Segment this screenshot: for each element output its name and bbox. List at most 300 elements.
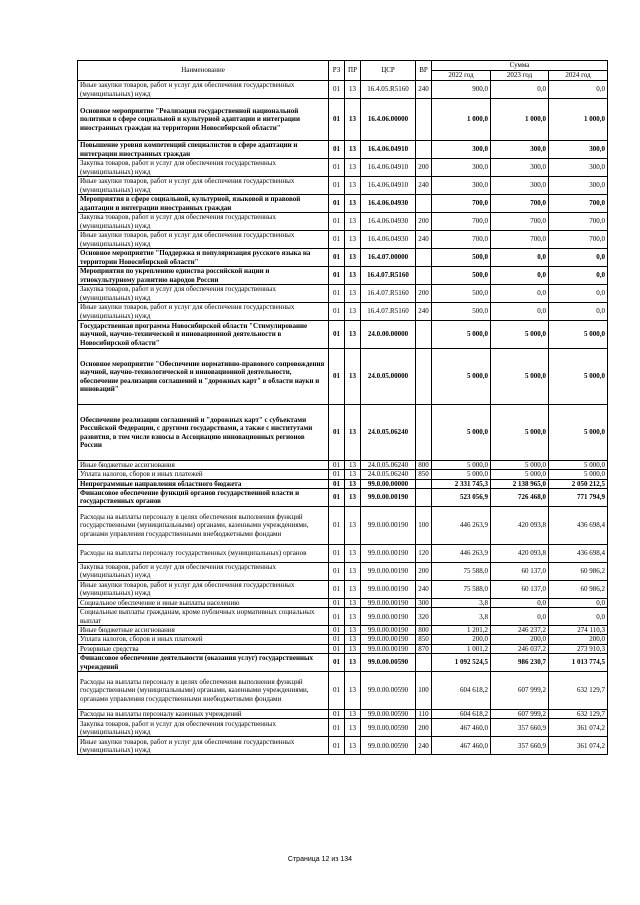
row-vr-cell: 100 (416, 672, 432, 710)
row-2024-value: 5 000,0 (549, 349, 608, 405)
row-csr-cell: 24.0.05.00000 (361, 349, 416, 405)
row-2022-value: 1 000,0 (432, 99, 491, 141)
row-2022-value: 604 618,2 (432, 710, 491, 719)
row-rz-cell: 01 (329, 626, 345, 635)
row-rz-cell: 01 (329, 177, 345, 195)
row-2022-value: 500,0 (432, 249, 491, 267)
row-name-cell: Уплата налогов, сборов и иных платежей (78, 635, 329, 644)
col-header-year-2024: 2024 год (549, 71, 608, 81)
row-2023-value: 60 137,0 (491, 562, 549, 580)
row-2022-value: 604 618,2 (432, 672, 491, 710)
row-vr-cell (416, 349, 432, 405)
table-row (78, 654, 608, 672)
row-2024-value: 300,0 (549, 159, 608, 177)
row-2023-value: 0,0 (491, 267, 549, 285)
row-pr-cell: 13 (345, 608, 361, 626)
row-2023-value: 0,0 (491, 81, 549, 99)
row-2023-value: 200,0 (491, 635, 549, 644)
row-pr-cell: 13 (345, 195, 361, 213)
row-csr-cell: 99.0.00.00190 (361, 644, 416, 653)
row-rz-cell: 01 (329, 349, 345, 405)
row-pr-cell: 13 (345, 488, 361, 506)
row-vr-cell (416, 141, 432, 159)
row-rz-cell: 01 (329, 285, 345, 303)
row-pr-cell: 13 (345, 562, 361, 580)
row-csr-cell: 16.4.06.04910 (361, 141, 416, 159)
row-name-cell: Основное мероприятие "Обеспечение нормативно-правового сопровождения научной, научно-технологической и инновационной деятельности, обеспечение реализации соглашений и "дорожных карт" в области науки и инноваций" (78, 349, 329, 405)
row-2022-value: 300,0 (432, 159, 491, 177)
row-csr-cell: 99.0.00.00190 (361, 608, 416, 626)
row-2023-value: 0,0 (491, 608, 549, 626)
row-name-cell: Иные закупки товаров, работ и услуг для обеспечения государственных (муниципальных) нужд (78, 177, 329, 195)
table-row (78, 349, 608, 405)
row-csr-cell: 16.4.07.R5160 (361, 267, 416, 285)
row-2024-value: 0,0 (549, 303, 608, 321)
row-rz-cell: 01 (329, 321, 345, 349)
row-2023-value: 2 138 965,0 (491, 479, 549, 488)
row-2022-value: 2 331 745,3 (432, 479, 491, 488)
row-2023-value: 60 137,0 (491, 580, 549, 598)
row-2023-value: 5 000,0 (491, 349, 549, 405)
page-number: Страница 12 из 134 (287, 856, 353, 863)
row-2022-value: 467 460,0 (432, 737, 491, 755)
row-vr-cell: 240 (416, 81, 432, 99)
row-pr-cell: 13 (345, 405, 361, 461)
table-row (78, 710, 608, 719)
row-csr-cell: 24.0.05.06240 (361, 470, 416, 479)
row-pr-cell: 13 (345, 580, 361, 598)
row-2023-value: 607 999,2 (491, 710, 549, 719)
row-2022-value: 700,0 (432, 213, 491, 231)
row-vr-cell: 110 (416, 710, 432, 719)
row-csr-cell: 16.4.06.04910 (361, 177, 416, 195)
row-2022-value: 3,8 (432, 598, 491, 607)
row-name-cell: Уплата налогов, сборов и иных платежей (78, 470, 329, 479)
row-pr-cell: 13 (345, 470, 361, 479)
row-2023-value: 300,0 (491, 141, 549, 159)
row-pr-cell: 13 (345, 544, 361, 562)
row-2024-value: 0,0 (549, 608, 608, 626)
row-2024-value: 632 129,7 (549, 672, 608, 710)
row-vr-cell: 300 (416, 598, 432, 607)
row-2023-value: 607 999,2 (491, 672, 549, 710)
row-vr-cell (416, 99, 432, 141)
table-row (78, 303, 608, 321)
row-2023-value: 300,0 (491, 159, 549, 177)
table-row (78, 321, 608, 349)
row-pr-cell: 13 (345, 249, 361, 267)
row-2024-value: 2 050 212,5 (549, 479, 608, 488)
row-vr-cell: 800 (416, 461, 432, 470)
row-name-cell: Государственная программа Новосибирской области "Стимулирование научной, научно-технической и инновационной деятельности в Новосибирской области" (78, 321, 329, 349)
row-2024-value: 5 000,0 (549, 461, 608, 470)
table-row (78, 672, 608, 710)
row-vr-cell (416, 267, 432, 285)
row-rz-cell: 01 (329, 479, 345, 488)
row-name-cell: Закупка товаров, работ и услуг для обеспечения государственных (муниципальных) нужд (78, 719, 329, 737)
row-name-cell: Непрограммные направления областного бюджета (78, 479, 329, 488)
table-row (78, 737, 608, 755)
row-2023-value: 357 660,9 (491, 737, 549, 755)
row-name-cell: Закупка товаров, работ и услуг для обеспечения государственных (муниципальных) нужд (78, 159, 329, 177)
row-pr-cell: 13 (345, 737, 361, 755)
row-csr-cell: 16.4.07.R5160 (361, 285, 416, 303)
row-csr-cell: 16.4.07.00000 (361, 249, 416, 267)
row-csr-cell: 16.4.07.R5160 (361, 303, 416, 321)
row-2024-value: 0,0 (549, 598, 608, 607)
row-rz-cell: 01 (329, 710, 345, 719)
row-rz-cell: 01 (329, 81, 345, 99)
row-rz-cell: 01 (329, 213, 345, 231)
row-rz-cell: 01 (329, 644, 345, 653)
row-rz-cell: 01 (329, 562, 345, 580)
row-name-cell: Иные закупки товаров, работ и услуг для обеспечения государственных (муниципальных) нужд (78, 81, 329, 99)
row-pr-cell: 13 (345, 321, 361, 349)
row-pr-cell: 13 (345, 303, 361, 321)
row-2023-value: 5 000,0 (491, 405, 549, 461)
table-row (78, 479, 608, 488)
row-vr-cell: 240 (416, 303, 432, 321)
row-csr-cell: 99.0.00.00190 (361, 580, 416, 598)
row-2024-value: 274 110,3 (549, 626, 608, 635)
row-name-cell: Мероприятия по укреплению единства российской нации и этнокультурному развитию народов России (78, 267, 329, 285)
row-2023-value: 246 037,2 (491, 644, 549, 653)
table-row (78, 177, 608, 195)
row-2024-value: 700,0 (549, 231, 608, 249)
row-rz-cell: 01 (329, 461, 345, 470)
row-pr-cell: 13 (345, 635, 361, 644)
row-vr-cell (416, 488, 432, 506)
row-2022-value: 1 092 524,5 (432, 654, 491, 672)
row-rz-cell: 01 (329, 195, 345, 213)
col-header-csr: ЦСР (361, 61, 416, 81)
row-vr-cell: 120 (416, 544, 432, 562)
row-rz-cell: 01 (329, 608, 345, 626)
row-2022-value: 700,0 (432, 231, 491, 249)
row-2022-value: 5 000,0 (432, 321, 491, 349)
table-row (78, 488, 608, 506)
row-csr-cell: 99.0.00.00190 (361, 488, 416, 506)
row-pr-cell: 13 (345, 710, 361, 719)
row-2022-value: 75 588,0 (432, 562, 491, 580)
row-pr-cell: 13 (345, 461, 361, 470)
row-csr-cell: 99.0.00.00190 (361, 626, 416, 635)
col-header-rz: РЗ (329, 61, 345, 81)
row-2024-value: 5 000,0 (549, 405, 608, 461)
row-2023-value: 700,0 (491, 213, 549, 231)
row-rz-cell: 01 (329, 159, 345, 177)
row-csr-cell: 16.4.06.04930 (361, 195, 416, 213)
row-name-cell: Иные закупки товаров, работ и услуг для обеспечения государственных (муниципальных) нужд (78, 737, 329, 755)
row-name-cell: Расходы на выплаты персоналу государственных (муниципальных) органов (78, 544, 329, 562)
row-rz-cell: 01 (329, 672, 345, 710)
row-2023-value: 300,0 (491, 177, 549, 195)
col-header-year-2023: 2023 год (491, 71, 549, 81)
col-header-pr: ПР (345, 61, 361, 81)
table-row (78, 405, 608, 461)
row-csr-cell: 24.0.00.00000 (361, 321, 416, 349)
row-name-cell: Закупка товаров, работ и услуг для обеспечения государственных (муниципальных) нужд (78, 562, 329, 580)
row-csr-cell: 99.0.00.00590 (361, 672, 416, 710)
row-csr-cell: 99.0.00.00590 (361, 719, 416, 737)
row-2023-value: 700,0 (491, 231, 549, 249)
row-pr-cell: 13 (345, 479, 361, 488)
row-2022-value: 3,8 (432, 608, 491, 626)
table-row (78, 285, 608, 303)
row-name-cell: Иные закупки товаров, работ и услуг для обеспечения государственных (муниципальных) нужд (78, 580, 329, 598)
row-2024-value: 300,0 (549, 141, 608, 159)
row-2024-value: 300,0 (549, 177, 608, 195)
row-2024-value: 5 000,0 (549, 470, 608, 479)
row-2022-value: 5 000,0 (432, 470, 491, 479)
row-name-cell: Расходы на выплаты персоналу в целях обеспечения выполнения функций государственными (муниципальными) органами, казенными учреждениями, органами управления государственными внебюджетными фондами (78, 672, 329, 710)
table-row (78, 159, 608, 177)
row-csr-cell: 99.0.00.00000 (361, 479, 416, 488)
row-name-cell: Финансовое обеспечение деятельности (оказания услуг) государственных учреждений (78, 654, 329, 672)
row-csr-cell: 16.4.06.04930 (361, 231, 416, 249)
row-rz-cell: 01 (329, 303, 345, 321)
table-row (78, 544, 608, 562)
row-rz-cell: 01 (329, 99, 345, 141)
table-row (78, 470, 608, 479)
row-csr-cell: 99.0.00.00190 (361, 562, 416, 580)
row-pr-cell: 13 (345, 159, 361, 177)
row-pr-cell: 13 (345, 626, 361, 635)
row-rz-cell: 01 (329, 267, 345, 285)
row-name-cell: Иные бюджетные ассигнования (78, 626, 329, 635)
row-csr-cell: 16.4.06.00000 (361, 99, 416, 141)
row-csr-cell: 16.4.06.04910 (361, 159, 416, 177)
row-2022-value: 1 001,2 (432, 644, 491, 653)
row-name-cell: Расходы на выплаты персоналу казенных учреждений (78, 710, 329, 719)
table-row (78, 562, 608, 580)
row-2022-value: 446 263,9 (432, 544, 491, 562)
row-vr-cell: 240 (416, 177, 432, 195)
table-row (78, 141, 608, 159)
row-2024-value: 1 000,0 (549, 99, 608, 141)
row-2023-value: 726 468,0 (491, 488, 549, 506)
row-rz-cell: 01 (329, 737, 345, 755)
row-2022-value: 75 588,0 (432, 580, 491, 598)
row-2023-value: 986 230,7 (491, 654, 549, 672)
row-pr-cell: 13 (345, 231, 361, 249)
row-name-cell: Иные закупки товаров, работ и услуг для обеспечения государственных (муниципальных) нужд (78, 231, 329, 249)
row-name-cell: Закупка товаров, работ и услуг для обеспечения государственных (муниципальных) нужд (78, 213, 329, 231)
row-name-cell: Расходы на выплаты персоналу в целях обеспечения выполнения функций государственными (муниципальными) органами, казенными учреждениями, органами управления государственными внебюджетными фондами (78, 506, 329, 544)
row-vr-cell: 240 (416, 737, 432, 755)
row-vr-cell: 200 (416, 719, 432, 737)
row-csr-cell: 99.0.00.00590 (361, 654, 416, 672)
row-pr-cell: 13 (345, 177, 361, 195)
row-rz-cell: 01 (329, 598, 345, 607)
row-pr-cell: 13 (345, 349, 361, 405)
row-vr-cell (416, 249, 432, 267)
row-2023-value: 0,0 (491, 303, 549, 321)
row-rz-cell: 01 (329, 249, 345, 267)
row-2024-value: 700,0 (549, 213, 608, 231)
row-2024-value: 0,0 (549, 81, 608, 99)
row-csr-cell: 99.0.00.00190 (361, 544, 416, 562)
row-csr-cell: 99.0.00.00190 (361, 506, 416, 544)
row-pr-cell: 13 (345, 267, 361, 285)
row-rz-cell: 01 (329, 635, 345, 644)
row-name-cell: Обеспечение реализации соглашений и "дорожных карт" с субъектами Российской Федерации, с другими государствами, а также с институтами развития, в том числе взносы в Ассоциацию инновационных регионов России (78, 405, 329, 461)
row-2024-value: 632 129,7 (549, 710, 608, 719)
row-pr-cell: 13 (345, 719, 361, 737)
row-vr-cell: 240 (416, 580, 432, 598)
row-vr-cell: 240 (416, 231, 432, 249)
row-2023-value: 5 000,0 (491, 321, 549, 349)
row-vr-cell: 320 (416, 608, 432, 626)
row-2024-value: 771 794,9 (549, 488, 608, 506)
row-vr-cell: 850 (416, 635, 432, 644)
row-2022-value: 1 201,2 (432, 626, 491, 635)
row-pr-cell: 13 (345, 598, 361, 607)
row-name-cell: Финансовое обеспечение функций органов государственной власти и государственных органов (78, 488, 329, 506)
row-csr-cell: 99.0.00.00590 (361, 737, 416, 755)
table-row (78, 461, 608, 470)
table-row (78, 580, 608, 598)
row-rz-cell: 01 (329, 719, 345, 737)
row-name-cell: Повышение уровня компетенций специалистов в сфере адаптации и интеграции иностранных граждан (78, 141, 329, 159)
row-2022-value: 300,0 (432, 177, 491, 195)
row-2023-value: 5 000,0 (491, 470, 549, 479)
row-2024-value: 60 986,2 (549, 580, 608, 598)
row-2022-value: 5 000,0 (432, 405, 491, 461)
row-name-cell: Социальное обеспечение и иные выплаты населению (78, 598, 329, 607)
row-rz-cell: 01 (329, 488, 345, 506)
row-2024-value: 5 000,0 (549, 321, 608, 349)
row-2022-value: 300,0 (432, 141, 491, 159)
row-2023-value: 357 660,9 (491, 719, 549, 737)
row-vr-cell (416, 405, 432, 461)
row-csr-cell: 99.0.00.00190 (361, 635, 416, 644)
row-vr-cell: 100 (416, 506, 432, 544)
row-2023-value: 5 000,0 (491, 461, 549, 470)
row-2022-value: 5 000,0 (432, 349, 491, 405)
table-row (78, 719, 608, 737)
row-pr-cell: 13 (345, 99, 361, 141)
table-row (78, 506, 608, 544)
row-vr-cell: 870 (416, 644, 432, 653)
row-rz-cell: 01 (329, 470, 345, 479)
row-vr-cell: 200 (416, 213, 432, 231)
row-rz-cell: 01 (329, 506, 345, 544)
row-2022-value: 500,0 (432, 267, 491, 285)
row-pr-cell: 13 (345, 672, 361, 710)
row-csr-cell: 99.0.00.00190 (361, 598, 416, 607)
row-2024-value: 361 074,2 (549, 719, 608, 737)
row-2023-value: 246 237,2 (491, 626, 549, 635)
row-2023-value: 0,0 (491, 285, 549, 303)
row-pr-cell: 13 (345, 654, 361, 672)
row-pr-cell: 13 (345, 644, 361, 653)
table-row (78, 598, 608, 607)
row-2023-value: 0,0 (491, 249, 549, 267)
table-row (78, 608, 608, 626)
row-csr-cell: 24.0.05.06240 (361, 461, 416, 470)
row-vr-cell (416, 195, 432, 213)
row-name-cell: Закупка товаров, работ и услуг для обеспечения государственных (муниципальных) нужд (78, 285, 329, 303)
row-2024-value: 361 074,2 (549, 737, 608, 755)
table-row (78, 635, 608, 644)
row-csr-cell: 99.0.00.00590 (361, 710, 416, 719)
row-2024-value: 273 910,3 (549, 644, 608, 653)
table-row (78, 195, 608, 213)
row-2023-value: 420 093,8 (491, 544, 549, 562)
table-row (78, 267, 608, 285)
row-rz-cell: 01 (329, 231, 345, 249)
table-row (78, 99, 608, 141)
row-vr-cell: 800 (416, 626, 432, 635)
budget-table (77, 60, 608, 755)
row-2023-value: 700,0 (491, 195, 549, 213)
row-csr-cell: 16.4.06.04930 (361, 213, 416, 231)
row-2023-value: 1 000,0 (491, 99, 549, 141)
table-row (78, 626, 608, 635)
row-name-cell: Мероприятия в сфере социальной, культурной, языковой и правовой адаптации и интеграции иностранных граждан (78, 195, 329, 213)
row-name-cell: Социальные выплаты гражданам, кроме публичных нормативных социальных выплат (78, 608, 329, 626)
table-row (78, 81, 608, 99)
row-vr-cell (416, 321, 432, 349)
row-csr-cell: 24.0.05.06240 (361, 405, 416, 461)
row-vr-cell (416, 479, 432, 488)
row-2024-value: 200,0 (549, 635, 608, 644)
row-2022-value: 700,0 (432, 195, 491, 213)
row-2022-value: 5 000,0 (432, 461, 491, 470)
row-2024-value: 0,0 (549, 285, 608, 303)
row-csr-cell: 16.4.05.R5160 (361, 81, 416, 99)
row-name-cell: Основное мероприятие "Реализация государственной национальной политики в сфере социальной и культурной адаптации и интеграции иностранных граждан на территории Новосибирской области" (78, 99, 329, 141)
row-2024-value: 0,0 (549, 249, 608, 267)
col-header-vr: ВР (416, 61, 432, 81)
row-2022-value: 500,0 (432, 285, 491, 303)
row-2024-value: 60 986,2 (549, 562, 608, 580)
row-pr-cell: 13 (345, 506, 361, 544)
row-2022-value: 900,0 (432, 81, 491, 99)
row-vr-cell: 200 (416, 159, 432, 177)
row-2022-value: 446 263,9 (432, 506, 491, 544)
col-header-sum: Сумма (432, 61, 608, 71)
row-rz-cell: 01 (329, 544, 345, 562)
row-2022-value: 467 460,0 (432, 719, 491, 737)
table-row (78, 249, 608, 267)
row-2024-value: 436 698,4 (549, 544, 608, 562)
row-vr-cell (416, 654, 432, 672)
col-header-name: Наименование (78, 61, 329, 81)
row-pr-cell: 13 (345, 213, 361, 231)
row-name-cell: Иные бюджетные ассигнования (78, 461, 329, 470)
table-row (78, 213, 608, 231)
table-row (78, 644, 608, 653)
row-2022-value: 200,0 (432, 635, 491, 644)
row-2024-value: 436 698,4 (549, 506, 608, 544)
row-pr-cell: 13 (345, 141, 361, 159)
row-vr-cell: 850 (416, 470, 432, 479)
table-row (78, 231, 608, 249)
row-rz-cell: 01 (329, 654, 345, 672)
row-name-cell: Иные закупки товаров, работ и услуг для обеспечения государственных (муниципальных) нужд (78, 303, 329, 321)
row-name-cell: Основное мероприятие "Поддержка и популяризация русского языка на территории Новосибирской области" (78, 249, 329, 267)
row-vr-cell: 200 (416, 285, 432, 303)
row-pr-cell: 13 (345, 81, 361, 99)
col-header-year-2022: 2022 год (432, 71, 491, 81)
row-2022-value: 500,0 (432, 303, 491, 321)
row-2023-value: 0,0 (491, 598, 549, 607)
row-vr-cell: 200 (416, 562, 432, 580)
row-rz-cell: 01 (329, 141, 345, 159)
row-2024-value: 1 013 774,5 (549, 654, 608, 672)
